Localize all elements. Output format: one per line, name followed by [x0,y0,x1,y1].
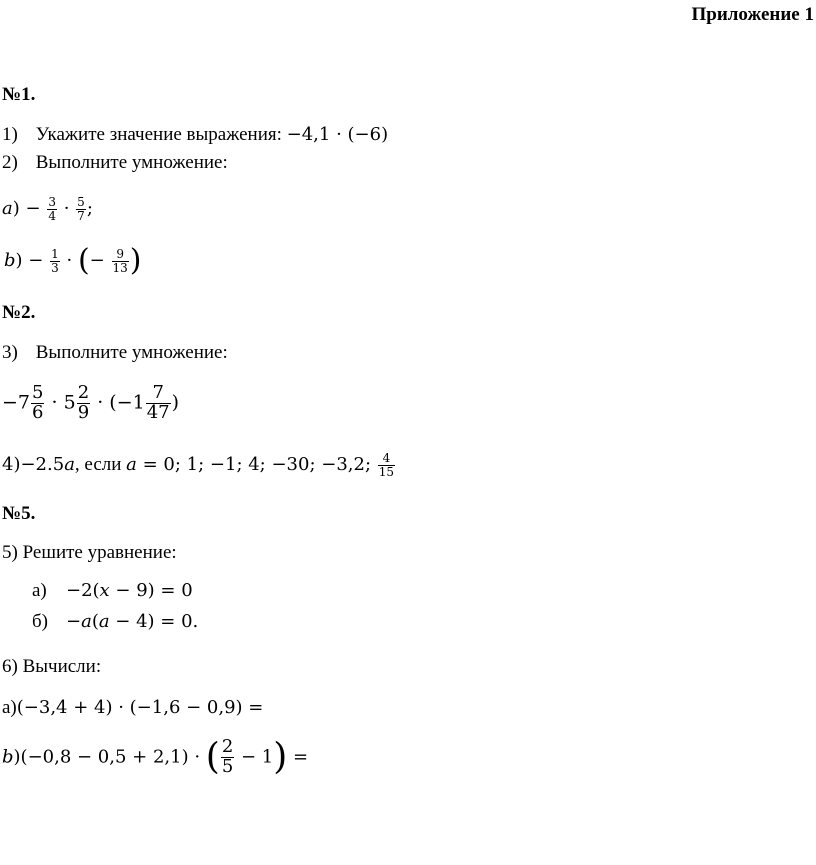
fraction-denominator: 6 [32,401,44,423]
part-b-label: 𝑏) [4,250,23,271]
variable-a: 𝑎 [126,454,137,476]
equation-a-label: а) [32,580,47,601]
fraction-denominator: 47 [146,401,170,423]
fraction-denominator: 15 [378,464,395,479]
fraction-numerator: 2 [221,736,234,757]
multiply-dot: · [66,250,73,271]
task3-expression [2,384,179,423]
fraction-9-13 [112,248,129,274]
task2-number: 2) [2,152,18,173]
task3-line [2,342,228,364]
task3-number: 3) [2,342,18,363]
fraction-2-5 [221,738,234,777]
fraction-denominator: 13 [112,260,128,275]
task2-line [2,152,228,174]
whole-part: 5 [63,391,76,414]
calc-a [2,697,263,719]
whole-part: −7 [2,391,31,414]
equation-b-expression: −𝑎(𝑎 − 4) = 0. [66,611,199,632]
fraction-denominator: 3 [51,260,59,275]
minus-one: − 1 [235,746,274,768]
multiply-dot: · [51,391,58,414]
task2-part-b [4,243,142,278]
section5-heading: №5. [2,503,36,524]
minus-sign: − [28,250,44,271]
fraction-numerator: 1 [51,246,59,261]
fraction-5-7 [76,196,86,222]
fraction-2-9 [77,384,90,423]
semicolon: ; [86,198,93,220]
calc-b-label: 𝑏) [2,746,21,768]
left-paren: ( [77,243,90,278]
task1-expression: −4,1 · (−6) [286,124,389,145]
fraction-denominator: 9 [77,401,90,423]
multiply-dot: · [97,391,104,414]
task3-text: Выполните умножение: [35,342,228,363]
part-a-label: 𝑎) [2,198,20,220]
equation-b [32,611,198,633]
left-paren: ( [205,736,220,778]
task5-text: 5) Решите уравнение: [2,542,177,563]
calc-b-expression: (−0,8 − 0,5 + 2,1) · [20,746,201,768]
right-paren: ) [171,391,180,414]
calc-b [2,738,308,777]
task2-text: Выполните умножение: [35,152,228,173]
task4-prefix: 4)−2.5 [2,454,65,476]
task4-values: = 0; 1; −1; 4; −30; −3,2; [136,454,372,476]
fraction-numerator: 5 [77,195,85,209]
equals-sign: = [287,746,309,768]
task4-line [2,452,396,478]
fraction-denominator: 4 [48,208,56,223]
fraction-numerator: 5 [32,382,44,403]
task6-text: 6) Вычисли: [2,656,102,677]
task1-text: Укажите значение выражения: [35,124,282,145]
fraction-7-47 [146,384,171,423]
section2-heading: №2. [2,302,36,323]
minus-sign: − [25,198,41,220]
fraction-denominator: 7 [77,208,85,223]
fraction-4-15 [378,452,395,478]
task1-number: 1) [2,124,18,145]
fraction-numerator: 4 [378,452,395,466]
right-paren: ) [273,736,288,778]
fraction-1-3 [50,248,60,274]
fraction-numerator: 3 [48,195,56,209]
fraction-numerator: 9 [112,248,129,262]
right-paren: ) [129,243,142,278]
multiply-dot: · [63,198,70,220]
fraction-numerator: 2 [77,382,90,403]
fraction-5-6 [31,384,44,423]
equation-a-expression: −2(𝑥 − 9) = 0 [66,580,193,601]
task1-line [2,124,388,146]
mixed-number-start: (−1 [109,391,145,414]
calc-a-label: а) [2,697,17,718]
fraction-3-4 [47,196,57,222]
fraction-denominator: 5 [221,755,234,777]
appendix-label: Приложение 1 [691,4,814,25]
fraction-numerator: 7 [152,382,164,403]
task4-condition: , если [74,454,127,476]
minus-sign: − [89,250,105,271]
task2-part-a [2,196,93,222]
section1-heading: №1. [2,84,36,105]
equation-b-label: б) [32,611,48,632]
equation-a [32,580,193,602]
variable-a: 𝑎 [64,454,75,476]
calc-a-expression: (−3,4 + 4) · (−1,6 − 0,9) = [16,697,264,718]
